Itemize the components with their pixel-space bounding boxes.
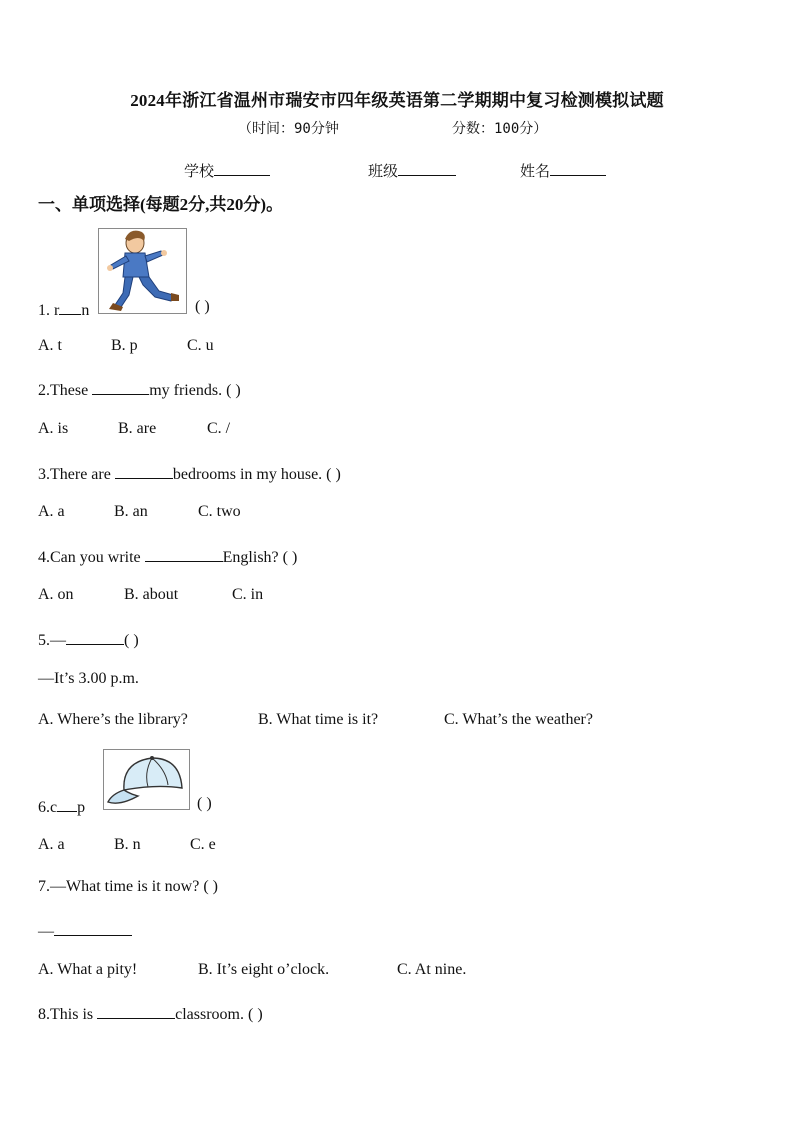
q7-answer-dash: — — [38, 923, 54, 940]
q3-blank[interactable] — [115, 462, 173, 479]
q5-blank[interactable] — [66, 628, 124, 645]
q8-blank[interactable] — [97, 1002, 175, 1019]
q4-stem-end: English? — [222, 549, 279, 566]
name-blank[interactable] — [550, 160, 606, 176]
q3-stem-end: bedrooms in my house. — [172, 466, 323, 483]
q5-answer-paren[interactable]: ( ) — [124, 632, 139, 649]
q7-answer-line — [38, 919, 132, 941]
q7-stem: 7.—What time is it now? — [38, 878, 200, 895]
q6-option-a[interactable]: A. a — [38, 836, 65, 853]
q7-option-a[interactable]: A. What a pity! — [38, 961, 138, 978]
class-label: 班级 — [368, 164, 399, 180]
q2-option-b[interactable]: B. are — [118, 420, 157, 437]
cap-image — [103, 749, 190, 810]
question-4 — [38, 545, 297, 567]
q6-answer-paren[interactable]: ( ) — [197, 795, 212, 812]
name-label: 姓名 — [520, 164, 551, 180]
q2-blank[interactable] — [92, 378, 149, 395]
q4-option-b[interactable]: B. about — [124, 586, 179, 603]
q2-answer-paren[interactable]: ( ) — [226, 382, 241, 399]
q3-option-b[interactable]: B. an — [114, 503, 148, 520]
q7-option-b[interactable]: B. It’s eight o’clock. — [198, 961, 330, 978]
q5-option-a[interactable]: A. Where’s the library? — [38, 711, 188, 728]
q5-answer-line: —It’s 3.00 p.m. — [38, 670, 139, 687]
q1-stem-start: 1. r — [38, 302, 60, 319]
exam-score: 分数：100分） — [452, 121, 548, 137]
section-heading: 一、单项选择(每题2分,共20分)。 — [38, 195, 284, 214]
q1-option-c[interactable]: C. u — [187, 337, 214, 354]
question-2 — [38, 378, 241, 400]
q4-answer-paren[interactable]: ( ) — [282, 549, 298, 566]
running-boy-image — [98, 228, 187, 314]
class-blank[interactable] — [398, 160, 456, 176]
q1-blank[interactable] — [59, 298, 81, 315]
q7-option-c[interactable]: C. At nine. — [397, 961, 467, 978]
q3-option-c[interactable]: C. two — [198, 503, 241, 520]
question-7 — [38, 878, 218, 896]
q1-option-a[interactable]: A. t — [38, 337, 62, 354]
q6-stem-end: p — [77, 799, 86, 816]
q3-option-a[interactable]: A. a — [38, 503, 65, 520]
q8-stem-start: 8.This is — [38, 1006, 94, 1023]
q7-answer-paren[interactable]: ( ) — [203, 878, 218, 895]
q4-option-a[interactable]: A. on — [38, 586, 74, 603]
q1-answer-paren[interactable]: ( ) — [195, 298, 210, 315]
q2-option-c[interactable]: C. / — [207, 420, 231, 437]
q1-option-b[interactable]: B. p — [111, 337, 138, 354]
q5-option-c[interactable]: C. What’s the weather? — [444, 711, 593, 728]
q2-stem-end: my friends. — [149, 382, 223, 399]
exam-time: （时间：90分钟 — [238, 121, 339, 137]
page-title: 2024年浙江省温州市瑞安市四年级英语第二学期期中复习检测模拟试题 — [130, 91, 664, 110]
class-field[interactable] — [368, 160, 456, 181]
q6-blank[interactable] — [57, 795, 77, 812]
school-label: 学校 — [184, 164, 215, 180]
school-blank[interactable] — [214, 160, 270, 176]
q3-stem-start: 3.There are — [38, 466, 111, 483]
q6-option-b[interactable]: B. n — [114, 836, 141, 853]
school-field[interactable] — [184, 160, 270, 181]
name-field[interactable] — [520, 160, 606, 181]
q5-stem-start: 5.— — [38, 632, 66, 649]
cap-icon — [104, 750, 189, 809]
question-8 — [38, 1002, 263, 1024]
q4-option-c[interactable]: C. in — [232, 586, 264, 603]
q4-stem-start: 4.Can you write — [38, 549, 141, 566]
q6-stem-start: 6.c — [38, 799, 58, 816]
q5-option-b[interactable]: B. What time is it? — [258, 711, 379, 728]
question-3 — [38, 462, 341, 484]
q2-option-a[interactable]: A. is — [38, 420, 69, 437]
q7-blank[interactable] — [54, 919, 132, 936]
q2-stem-start: 2.These — [38, 382, 89, 399]
q8-answer-paren[interactable]: ( ) — [248, 1006, 263, 1023]
q1-stem-end: n — [81, 302, 90, 319]
q3-answer-paren[interactable]: ( ) — [326, 466, 341, 483]
q6-option-c[interactable]: C. e — [190, 836, 216, 853]
question-6 — [38, 795, 85, 817]
question-1 — [38, 298, 89, 320]
q8-stem-end: classroom. — [175, 1006, 244, 1023]
running-boy-icon — [99, 229, 186, 313]
question-5 — [38, 628, 139, 650]
q4-blank[interactable] — [145, 545, 223, 562]
